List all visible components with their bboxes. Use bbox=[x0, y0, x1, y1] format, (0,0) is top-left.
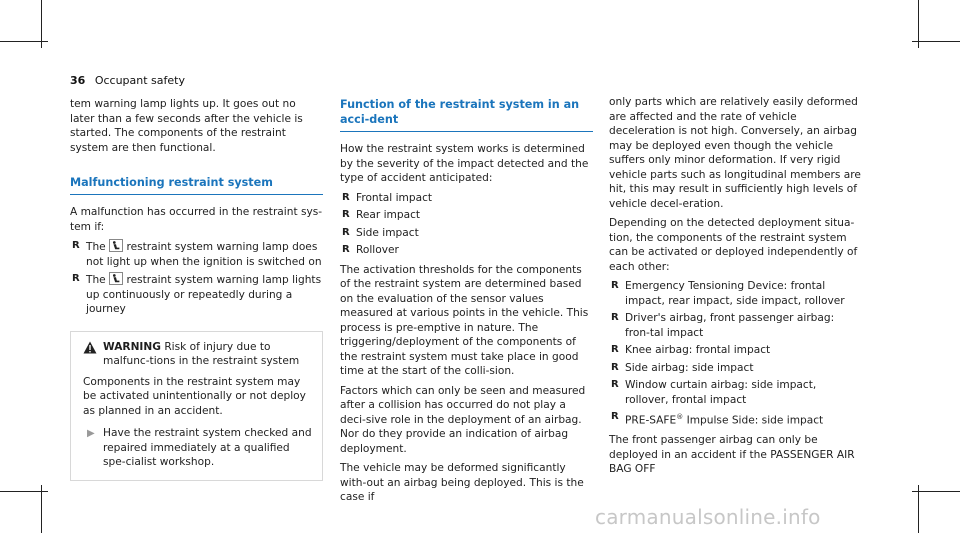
crop-mark bbox=[0, 41, 48, 42]
function-paragraph-1: How the restraint system works is determined by the severity of the impact detected and the type of accident anticipated: bbox=[340, 143, 589, 184]
warning-body: Components in the restraint system may be activated unintentionally or not deploy as planned in an accident. bbox=[83, 375, 306, 417]
column-right bbox=[609, 95, 862, 482]
crop-mark bbox=[0, 491, 48, 492]
restraint-warning-lamp-icon bbox=[109, 272, 123, 285]
bullet-marker: R bbox=[342, 244, 350, 255]
deform-paragraph: only parts which are relatively easily deformed are affected and the rate of vehicle deceleration is not high. Conversely, an airbag may be deployed even though the vehicle suffers only minor deformation. If very rigid vehicle parts such as longitudinal members are hit, this may result in sufficiently high levels of vehicle decel-eration. bbox=[609, 96, 861, 210]
list-item-text: Side impact bbox=[356, 226, 419, 239]
list-item bbox=[340, 243, 593, 258]
bullet-marker: R bbox=[342, 191, 350, 203]
warning-instruction bbox=[83, 426, 312, 470]
section-heading-rule bbox=[70, 175, 323, 195]
list-item-text: Side airbag: side impact bbox=[625, 361, 754, 374]
list-item-text: The bbox=[86, 274, 106, 286]
section-title: Occupant safety bbox=[94, 74, 185, 87]
list-item-text: Window curtain airbag: side impact, rollover, frontal impact bbox=[625, 379, 817, 406]
column-middle bbox=[340, 97, 593, 510]
list-item-text: The bbox=[86, 241, 106, 253]
impact-list bbox=[340, 191, 593, 258]
registered-mark: ® bbox=[676, 413, 684, 421]
bullet-marker: R bbox=[611, 361, 619, 373]
bullet-marker: R bbox=[72, 273, 80, 284]
list-item-text: Rear impact bbox=[356, 209, 421, 221]
bullet-marker: R bbox=[342, 209, 350, 220]
list-item bbox=[70, 239, 323, 269]
malfunction-paragraph: A malfunction has occurred in the restraint sys-tem if: bbox=[70, 206, 323, 233]
list-item-text: restraint system warning lamp does not light up when the ignition is switched on bbox=[86, 241, 322, 268]
heading-malfunction: Malfunctioning restraint system bbox=[70, 176, 273, 189]
list-item-text: Knee airbag: frontal impact bbox=[625, 344, 771, 356]
restraint-warning-lamp-icon bbox=[109, 239, 123, 252]
bullet-marker: R bbox=[611, 411, 619, 422]
list-item bbox=[340, 191, 593, 206]
list-item-text: Impulse Side: side impact bbox=[683, 414, 824, 427]
malfunction-list bbox=[70, 239, 323, 317]
intro-paragraph: tem warning lamp lights up. It goes out no later than a few seconds after the vehicle is started. The components of the restraint system are then functional. bbox=[70, 98, 303, 154]
function-paragraph-3: Factors which can only be seen and measured after a collision has occurred do not play a deci-sive role in the deployment of an airbag. Nor do they provide an indication of airbag deployment. bbox=[340, 384, 586, 455]
list-item bbox=[609, 279, 862, 308]
watermark: carmanualsonline.info bbox=[595, 505, 821, 529]
bullet-marker: R bbox=[342, 226, 350, 238]
crop-mark bbox=[918, 485, 919, 533]
airbag-list bbox=[609, 279, 862, 428]
list-item bbox=[609, 378, 862, 407]
list-item-text: Emergency Tensioning Device: frontal impact, rear impact, side impact, rollover bbox=[625, 280, 845, 307]
function-paragraph-4: The vehicle may be deformed significantly with-out an airbag being deployed. This is the case if bbox=[340, 462, 584, 503]
list-item bbox=[609, 361, 862, 376]
list-item bbox=[340, 208, 593, 223]
function-paragraph-2: The activation thresholds for the components of the restraint system are determined based on the evaluation of the sensor values measured at various points in the vehicle. This process is pre-emptive in nature. The triggering/deployment of the components of the restraint system must take place in good time at the start of the colli-sion. bbox=[340, 263, 589, 377]
warning-title-text: Risk of injury due to malfunc-tions in the restraint system bbox=[103, 340, 300, 367]
list-item-text: Frontal impact bbox=[356, 191, 433, 204]
list-item bbox=[609, 311, 862, 340]
bullet-marker: R bbox=[611, 344, 619, 355]
warning-title bbox=[83, 340, 312, 369]
heading-function: Function of the restraint system in an acci-dent bbox=[340, 98, 580, 126]
bullet-marker: R bbox=[611, 312, 619, 323]
list-item-text: Driver's airbag, front passenger airbag: fron-tal impact bbox=[625, 312, 835, 339]
crop-mark bbox=[41, 485, 42, 533]
list-item bbox=[70, 272, 323, 317]
section-heading-rule bbox=[340, 97, 593, 132]
bullet-marker: R bbox=[611, 379, 619, 390]
warning-triangle-icon bbox=[83, 341, 97, 354]
passenger-airbag-paragraph: The front passenger airbag can only be deployed in an accident if the PASSENGER AIR BAG OFF bbox=[609, 434, 855, 476]
list-item-text: Rollover bbox=[356, 244, 399, 256]
deployment-paragraph: Depending on the detected deployment situa-tion, the components of the restraint system can be activated or deployed independently of each other: bbox=[609, 217, 858, 273]
list-item bbox=[609, 410, 862, 428]
column-left bbox=[70, 97, 323, 481]
page-number: 36 bbox=[70, 74, 86, 87]
page-header bbox=[70, 74, 185, 87]
crop-mark bbox=[912, 41, 960, 42]
warning-label: WARNING bbox=[103, 340, 161, 353]
list-item bbox=[340, 226, 593, 241]
presafe-name: PRE-SAFE bbox=[625, 414, 677, 427]
instruction-arrow-icon: ▶ bbox=[87, 428, 95, 439]
crop-mark bbox=[912, 491, 960, 492]
list-item bbox=[609, 343, 862, 358]
instruction-text: Have the restraint system checked and repaired immediately at a qualified spe-cialist workshop. bbox=[103, 427, 312, 468]
warning-box bbox=[70, 331, 323, 481]
bullet-marker: R bbox=[72, 240, 80, 251]
bullet-marker: R bbox=[611, 280, 619, 291]
list-item-text: restraint system warning lamp lights up continuously or repeatedly during a journey bbox=[86, 274, 322, 315]
